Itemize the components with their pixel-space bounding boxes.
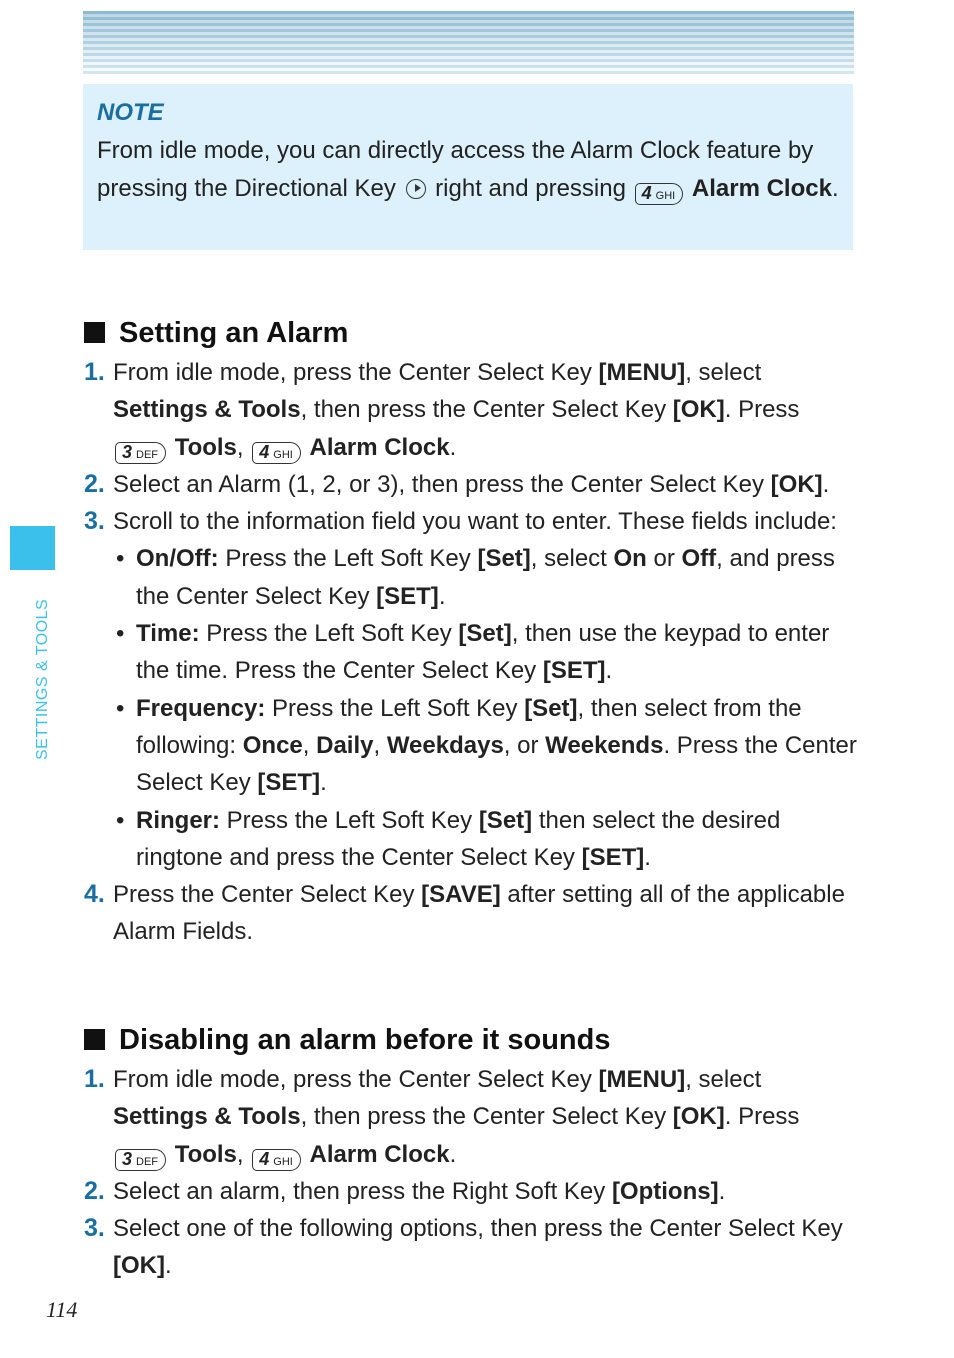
note-text: From idle mode, you can directly access the Alarm Clock feature by pressing the Directional Key bbox=[97, 137, 814, 202]
bullet-time: • Time: Press the Left Soft Key [Set], then use the keypad to enter the time. Press the Center Select Key [SET]. bbox=[116, 620, 830, 685]
step-1: 1. From idle mode, press the Center Select Key [MENU], select Settings & Tools, then press the Center Select Key [OK]. Press 3 DEF Tools, 4 GHI Alarm Clock. bbox=[84, 354, 864, 466]
square-bullet-icon bbox=[84, 322, 105, 343]
setting-alarm-steps bbox=[84, 354, 864, 951]
step-number: 1. bbox=[84, 1065, 105, 1093]
key-4-ghi-icon: 4 GHI bbox=[252, 442, 301, 464]
header-stripes bbox=[83, 11, 854, 77]
page-number: 114 bbox=[46, 1297, 78, 1322]
note-title: NOTE bbox=[97, 99, 164, 126]
step-2: 2. Select an Alarm (1, 2, or 3), then press the Center Select Key [OK]. bbox=[84, 466, 864, 503]
bullet-on-off: • On/Off: Press the Left Soft Key [Set], select On or Off, and press the Center Select Key [SET]. bbox=[116, 545, 835, 610]
key-4-ghi-icon: 4 GHI bbox=[635, 183, 684, 205]
key-4-ghi-icon: 4 GHI bbox=[252, 1149, 301, 1171]
square-bullet-icon bbox=[84, 1029, 105, 1050]
note-box bbox=[83, 84, 853, 250]
note-alarm-clock: Alarm Clock bbox=[691, 174, 832, 202]
note-body: From idle mode, you can directly access the Alarm Clock feature by pressing the Directional Key right and pressing 4 GHI Alarm Clock. bbox=[97, 137, 839, 203]
step-3: 3. Select one of the following options, then press the Center Select Key [OK]. bbox=[84, 1210, 864, 1285]
step-number: 2. bbox=[84, 1176, 105, 1205]
step-3: 3. Scroll to the information field you want to enter. These fields include: bbox=[84, 503, 864, 540]
key-3-def-icon: 3 DEF bbox=[115, 1149, 166, 1171]
sidebar-section-label: SETTINGS & TOOLS bbox=[34, 598, 51, 760]
note-text-2: right and pressing bbox=[435, 174, 626, 202]
step-4: 4. Press the Center Select Key [SAVE] after setting all of the applicable Alarm Fields. bbox=[84, 876, 864, 951]
step-number: 2. bbox=[84, 469, 105, 498]
step-1: 1. From idle mode, press the Center Select Key [MENU], select Settings & Tools, then press the Center Select Key [OK]. Press 3 DEF Tools, 4 GHI Alarm Clock. bbox=[84, 1061, 864, 1173]
section-title-disabling-alarm: Disabling an alarm before it sounds bbox=[84, 1023, 611, 1057]
section-tab-marker bbox=[10, 526, 55, 570]
step-number: 1. bbox=[84, 358, 105, 386]
step-number: 3. bbox=[84, 1214, 105, 1243]
step-number: 4. bbox=[84, 880, 105, 909]
directional-key-right-icon bbox=[406, 179, 426, 199]
bullet-ringer: • Ringer: Press the Left Soft Key [Set] then select the desired ringtone and press the Center Select Key [SET]. bbox=[116, 806, 781, 871]
disabling-alarm-steps bbox=[84, 1061, 864, 1285]
step-number: 3. bbox=[84, 507, 105, 536]
step-2: 2. Select an alarm, then press the Right Soft Key [Options]. bbox=[84, 1173, 864, 1210]
bullet-frequency: • Frequency: Press the Left Soft Key [Set], then select from the following: Once, Daily, Weekdays, or Weekends. Press the Center Select Key [SET]. bbox=[116, 694, 857, 797]
key-3-def-icon: 3 DEF bbox=[115, 442, 166, 464]
section-title-setting-alarm: Setting an Alarm bbox=[84, 316, 348, 350]
